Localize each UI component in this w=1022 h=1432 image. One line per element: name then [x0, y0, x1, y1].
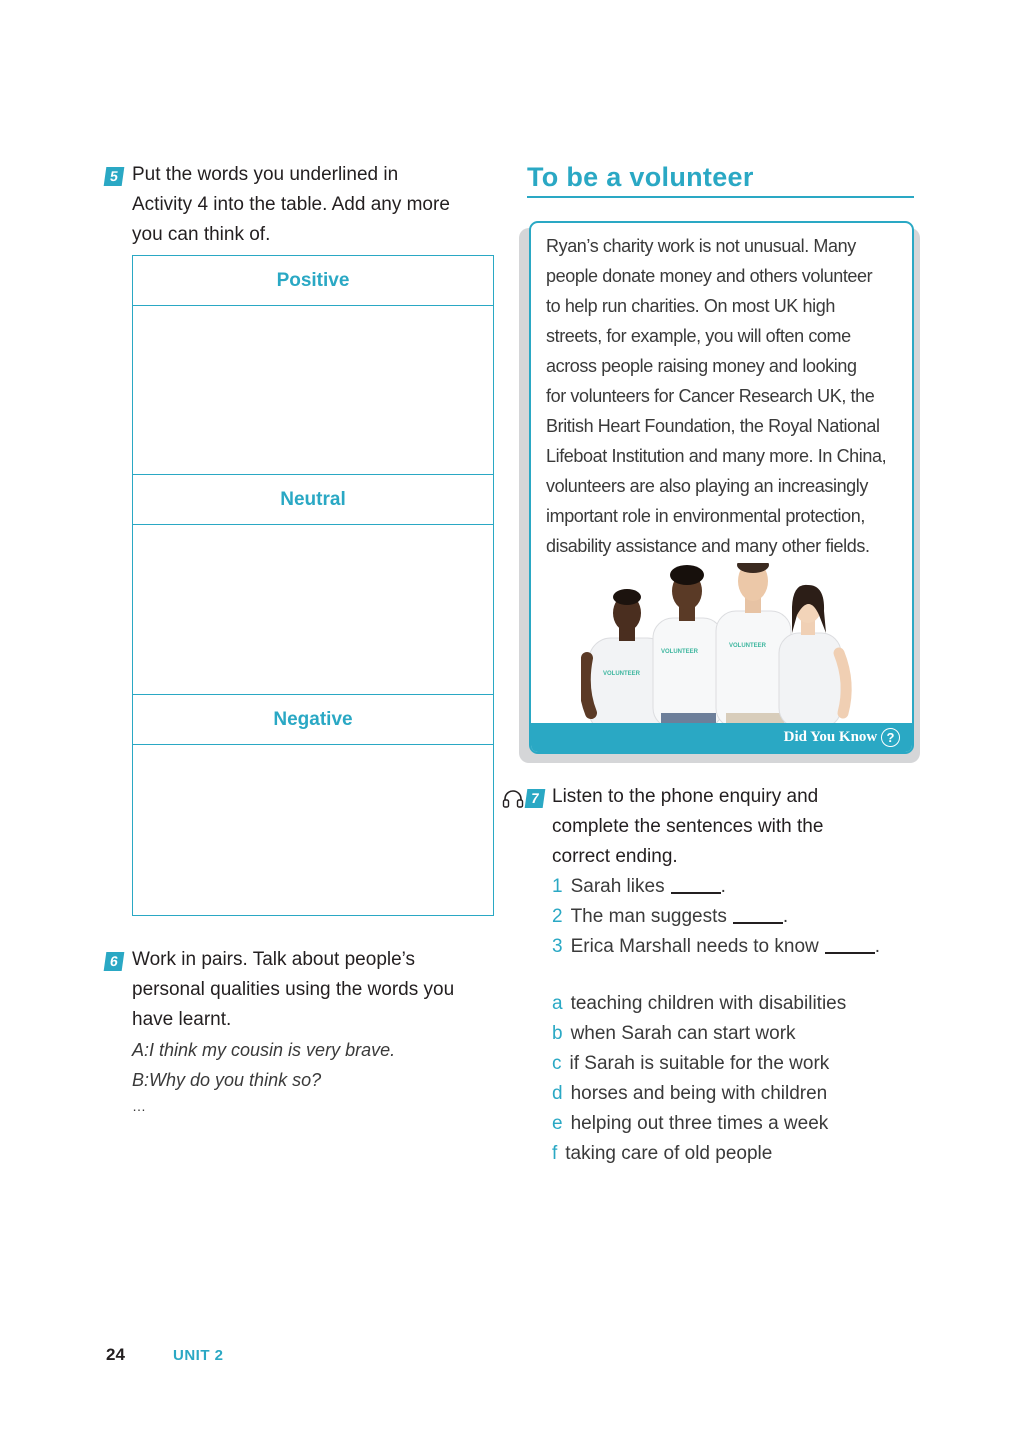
list-item — [552, 1109, 932, 1139]
item-text: Sarah likes — [570, 876, 665, 897]
text-line: Ryan’s charity work is not unusual. Many — [546, 236, 856, 256]
volunteer-figure — [779, 585, 846, 728]
question-circle-icon: ? — [881, 728, 900, 747]
text-line: volunteers are also playing an increasingly — [546, 476, 868, 496]
list-item — [552, 1019, 932, 1049]
instruction-line: Listen to the phone enquiry and — [552, 786, 819, 807]
item-text: teaching children with disabilities — [570, 993, 847, 1014]
text-line: streets, for example, you will often come — [546, 326, 851, 346]
shirt-text: VOLUNTEER — [661, 649, 699, 655]
activity-6-instruction — [132, 945, 502, 1035]
list-item — [552, 902, 932, 932]
text-line: across people raising money and looking — [546, 356, 857, 376]
volunteers-photo — [581, 563, 861, 728]
answer-blank[interactable] — [671, 892, 721, 894]
feature-heading: To be a volunteer — [527, 162, 754, 192]
instruction-line: have learnt. — [132, 1009, 232, 1030]
instruction-line: Put the words you underlined in — [132, 164, 399, 185]
list-item — [552, 872, 932, 902]
instruction-line: correct ending. — [552, 846, 678, 867]
ending-options-list — [552, 989, 932, 1169]
text-line: important role in environmental protection, — [546, 506, 865, 526]
activity-6-example-dialogue — [132, 1035, 502, 1117]
text-line: Lifeboat Institution and many more. In China, — [546, 446, 887, 466]
item-end: . — [874, 936, 881, 957]
table-header-neutral: Neutral — [133, 475, 493, 525]
shirt-text: VOLUNTEER — [603, 671, 641, 677]
item-text: when Sarah can start work — [570, 1023, 796, 1044]
instruction-line: you can think of. — [132, 224, 271, 245]
word-classification-table — [132, 255, 494, 916]
heading-underline — [527, 196, 914, 198]
did-you-know-box — [529, 221, 914, 754]
did-you-know-label: Did You Know — [783, 728, 878, 745]
unit-label: UNIT 2 — [173, 1347, 224, 1364]
item-end: . — [720, 876, 726, 897]
page-number: 24 — [106, 1345, 125, 1364]
answer-blank[interactable] — [825, 952, 875, 954]
item-label: f — [552, 1143, 558, 1164]
example-line: A:I think my cousin is very brave. — [132, 1040, 396, 1060]
item-label: 2 — [552, 906, 563, 927]
text-line: British Heart Foundation, the Royal National — [546, 416, 880, 436]
sentence-list — [552, 872, 932, 962]
instruction-line: personal qualities using the words you — [132, 979, 455, 1000]
shirt-text: VOLUNTEER — [729, 643, 767, 649]
activity-5-number-badge: 5 — [104, 167, 125, 186]
instruction-line: Work in pairs. Talk about people’s — [132, 949, 416, 970]
table-header-negative: Negative — [133, 695, 493, 745]
text-line: to help run charities. On most UK high — [546, 296, 835, 316]
item-text: helping out three times a week — [570, 1113, 829, 1134]
text-line: people donate money and others volunteer — [546, 266, 873, 286]
example-line: … — [132, 1098, 146, 1114]
feature-text — [546, 231, 908, 561]
item-label: c — [552, 1053, 562, 1074]
item-label: a — [552, 993, 563, 1014]
headphones-icon — [502, 789, 524, 809]
list-item — [552, 1079, 932, 1109]
text-line: disability assistance and many other fields. — [546, 536, 870, 556]
list-item — [552, 1049, 932, 1079]
list-item — [552, 932, 932, 962]
item-end: . — [782, 906, 789, 927]
list-item — [552, 989, 932, 1019]
item-text: horses and being with children — [570, 1083, 828, 1104]
instruction-line: Activity 4 into the table. Add any more — [132, 194, 450, 215]
item-label: b — [552, 1023, 563, 1044]
item-text: taking care of old people — [565, 1143, 773, 1164]
text-line: for volunteers for Cancer Research UK, the — [546, 386, 875, 406]
item-label: 1 — [552, 876, 563, 897]
list-item — [552, 1139, 932, 1169]
table-header-positive: Positive — [133, 256, 493, 306]
activity-7-number-badge: 7 — [525, 789, 546, 808]
item-label: 3 — [552, 936, 563, 957]
activity-5-instruction — [132, 160, 502, 250]
example-line: B:Why do you think so? — [132, 1070, 322, 1090]
activity-6-number-badge: 6 — [104, 952, 125, 971]
answer-blank[interactable] — [733, 922, 783, 924]
did-you-know-bar — [531, 723, 912, 752]
activity-7-instruction — [552, 782, 922, 872]
volunteer-figure — [653, 565, 723, 728]
item-text: Erica Marshall needs to know — [570, 936, 819, 957]
did-you-know-label-wrap — [784, 728, 900, 747]
item-label: e — [552, 1113, 563, 1134]
item-text: if Sarah is suitable for the work — [569, 1053, 830, 1074]
item-text: The man suggests — [570, 906, 727, 927]
item-label: d — [552, 1083, 563, 1104]
instruction-line: complete the sentences with the — [552, 816, 824, 837]
